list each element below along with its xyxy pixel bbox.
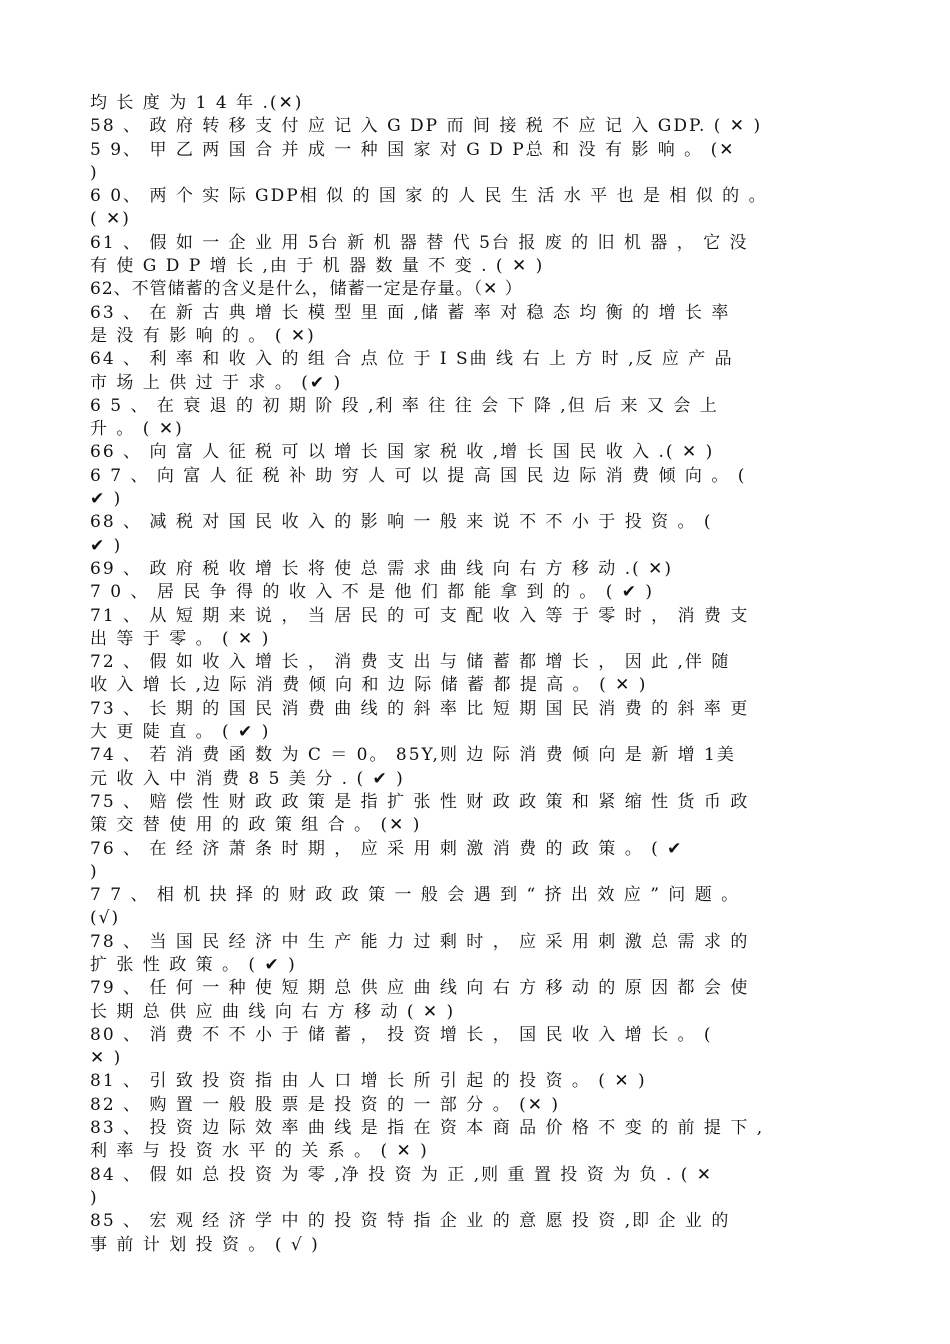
text-line: 71 、 从 短 期 来 说 ， 当 居 民 的 可 支 配 收 入 等 于 零 时 ， 消 费 支 bbox=[90, 605, 750, 626]
document-page bbox=[90, 92, 880, 1257]
text-line: 74 、 若 消 费 函 数 为 C ＝ 0。 85Y,则 边 际 消 费 倾 向 是 新 增 1美 bbox=[90, 745, 736, 766]
text-line: 66 、 向 富 人 征 税 可 以 增 长 国 家 税 收 ,增 长 国 民 收 入 .( ✕ ) bbox=[90, 442, 715, 463]
text-line: ) bbox=[90, 162, 99, 183]
text-line: 6 5 、 在 衰 退 的 初 期 阶 段 ,利 率 往 往 会 下 降 ,但 后 来 又 会 上 bbox=[90, 395, 719, 416]
text-line: 升 。 ( ✕) bbox=[90, 419, 184, 440]
text-line: 75 、 赔 偿 性 财 政 政 策 是 指 扩 张 性 财 政 政 策 和 紧 缩 性 货 币 政 bbox=[90, 791, 750, 812]
text-line: 5 9、 甲 乙 两 国 合 并 成 一 种 国 家 对 G D P总 和 没 有 影 响 。 (✕ bbox=[90, 139, 736, 160]
text-line: 58 、 政 府 转 移 支 付 应 记 入 G DP 而 间 接 税 不 应 记 入 GDP. ( ✕ ) bbox=[90, 116, 763, 137]
text-line: 68 、 减 税 对 国 民 收 入 的 影 响 一 般 来 说 不 不 小 于 投 资 。 ( bbox=[90, 512, 713, 533]
text-line: 81 、 引 致 投 资 指 由 人 口 增 长 所 引 起 的 投 资 。 ( ✕ ) bbox=[90, 1071, 647, 1092]
text-line: 62、不管储蓄的含义是什么，储蓄一定是存量。（✕ ） bbox=[90, 279, 523, 300]
text-line: 收 入 增 长 ,边 际 消 费 倾 向 和 边 际 储 蓄 都 提 高 。 ( ✕ ) bbox=[90, 675, 648, 696]
text-line: 大 更 陡 直 。 ( ✔ ) bbox=[90, 722, 271, 743]
text-line: 扩 张 性 政 策 。 ( ✔ ) bbox=[90, 954, 297, 975]
text-line: 市 场 上 供 过 于 求 。 (✔ ) bbox=[90, 372, 343, 393]
text-line: 事 前 计 划 投 资 。 ( √ ) bbox=[90, 1234, 320, 1255]
text-line: 元 收 入 中 消 费 8 5 美 分 . ( ✔ ) bbox=[90, 768, 405, 789]
text-line: 6 0、 两 个 实 际 GDP相 似 的 国 家 的 人 民 生 活 水 平 也 是 相 似 的 。 bbox=[90, 186, 768, 207]
text-line: 策 交 替 使 用 的 政 策 组 合 。 (✕ ) bbox=[90, 815, 422, 836]
text-line: 64 、 利 率 和 收 入 的 组 合 点 位 于 I S曲 线 右 上 方 时 ,反 应 产 品 bbox=[90, 349, 734, 370]
text-line: 6 7 、 向 富 人 征 税 补 助 穷 人 可 以 提 高 国 民 边 际 消 费 倾 向 。 ( bbox=[90, 465, 747, 486]
text-line: ✕ ) bbox=[90, 1048, 123, 1069]
text-line: 72 、 假 如 收 入 增 长 ， 消 费 支 出 与 储 蓄 都 增 长 ， 因 此 ,伴 随 bbox=[90, 652, 731, 673]
text-line: 7 7 、 相 机 抉 择 的 财 政 政 策 一 般 会 遇 到 “ 挤 出 效 应 ” 问 题 。 bbox=[90, 885, 741, 906]
text-line: 出 等 于 零 。 ( ✕ ) bbox=[90, 628, 271, 649]
text-line: 61 、 假 如 一 企 业 用 5台 新 机 器 替 代 5台 报 废 的 旧 机 器 ， 它 没 bbox=[90, 232, 749, 253]
text-line: 有 使 G D P 增 长 ,由 于 机 器 数 量 不 变 . ( ✕ ) bbox=[90, 256, 545, 277]
text-line: 85 、 宏 观 经 济 学 中 的 投 资 特 指 企 业 的 意 愿 投 资 ,即 企 业 的 bbox=[90, 1211, 731, 1232]
text-line: 82 、 购 置 一 般 股 票 是 投 资 的 一 部 分 。 (✕ ) bbox=[90, 1094, 561, 1115]
text-line: (√) bbox=[90, 908, 121, 929]
text-line: 78 、 当 国 民 经 济 中 生 产 能 力 过 剩 时 ， 应 采 用 刺 激 总 需 求 的 bbox=[90, 931, 750, 952]
text-line: ( ✕) bbox=[90, 209, 131, 230]
text-line: 利 率 与 投 资 水 平 的 关 系 。 ( ✕ ) bbox=[90, 1141, 429, 1162]
text-line: 69 、 政 府 税 收 增 长 将 使 总 需 求 曲 线 向 右 方 移 动 .( ✕) bbox=[90, 558, 674, 579]
text-line: ) bbox=[90, 1187, 99, 1208]
text-line: 长 期 总 供 应 曲 线 向 右 方 移 动 ( ✕ ) bbox=[90, 1001, 456, 1022]
text-line: ✔ ) bbox=[90, 535, 123, 556]
text-line: 63 、 在 新 古 典 增 长 模 型 里 面 ,储 蓄 率 对 稳 态 均 衡 的 增 长 率 bbox=[90, 302, 731, 323]
text-line: 76 、 在 经 济 萧 条 时 期 ， 应 采 用 刺 激 消 费 的 政 策 。 ( ✔ bbox=[90, 838, 684, 859]
text-line: 80 、 消 费 不 不 小 于 储 蓄 ， 投 资 增 长 ， 国 民 收 入 增 长 。 ( bbox=[90, 1024, 713, 1045]
text-line: 是 没 有 影 响 的 。 ( ✕) bbox=[90, 325, 316, 346]
text-line: 73 、 长 期 的 国 民 消 费 曲 线 的 斜 率 比 短 期 国 民 消 费 的 斜 率 更 bbox=[90, 698, 750, 719]
text-line: ✔ ) bbox=[90, 489, 123, 510]
text-line: 84 、 假 如 总 投 资 为 零 ,净 投 资 为 正 ,则 重 置 投 资 为 负 . ( ✕ bbox=[90, 1164, 714, 1185]
text-line: 83 、 投 资 边 际 效 率 曲 线 是 指 在 资 本 商 品 价 格 不 变 的 前 提 下 , bbox=[90, 1118, 765, 1139]
text-line: 均 长 度 为 1 4 年 .(✕) bbox=[90, 93, 304, 113]
text-line: ) bbox=[90, 861, 99, 882]
text-line: 79 、 任 何 一 种 使 短 期 总 供 应 曲 线 向 右 方 移 动 的 原 因 都 会 使 bbox=[90, 978, 750, 999]
text-line: 7 0 、 居 民 争 得 的 收 入 不 是 他 们 都 能 拿 到 的 。 ( ✔ ) bbox=[90, 582, 655, 603]
